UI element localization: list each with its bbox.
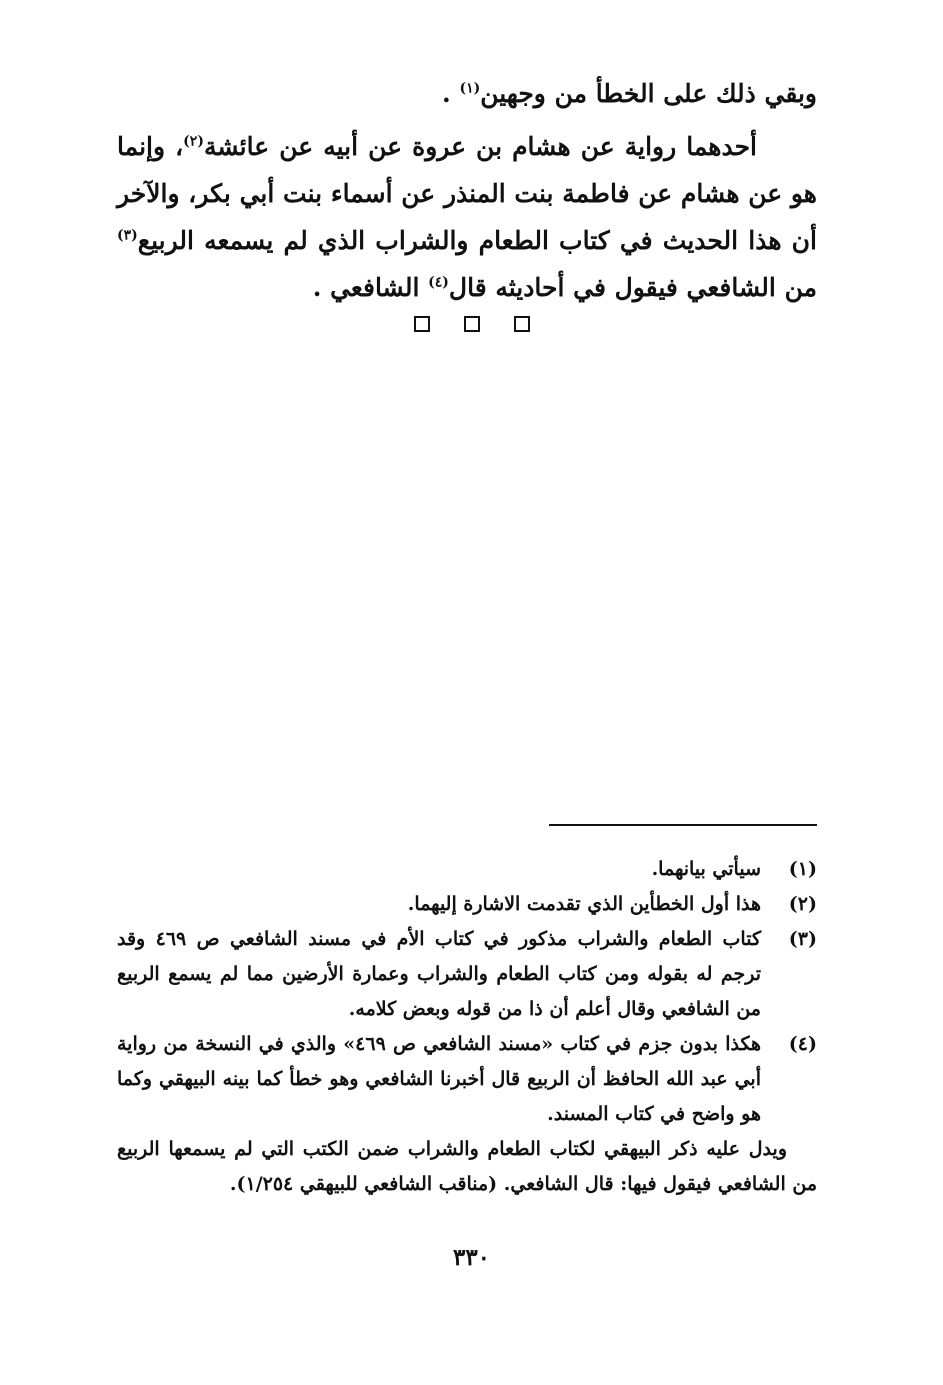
footnote-number: (٣): [788, 928, 817, 950]
footnote-2: [117, 887, 817, 922]
paragraph-2-part-a: أحدهما رواية عن هشام بن عروة عن أبيه عن عائشة: [203, 132, 757, 161]
footnote-separator: [549, 824, 817, 826]
paragraph-2-part-b: ، وإنما هو عن هشام عن فاطمة بنت المنذر عن أسماء بنت أبي بكر، والآخر أن هذا الحديث في كتاب الطعام والشراب الذي لم يسمعه الربيع: [117, 132, 817, 255]
footnote-ref-1: (١): [459, 80, 481, 97]
paragraph-1-text: وبقي ذلك على الخطأ من وجهين: [480, 79, 817, 108]
square-ornament-icon: [514, 316, 530, 332]
paragraph-1-end: .: [442, 79, 460, 108]
main-text: [117, 70, 817, 311]
footnote-1: [117, 852, 817, 887]
paragraph-2: [117, 123, 817, 311]
paragraph-2-part-c: من الشافعي فيقول في أحاديثه قال: [448, 273, 817, 302]
footnote-text: سيأتي بيانهما.: [651, 858, 761, 880]
footnote-number: (١): [788, 858, 817, 880]
footnote-ref-4: (٤): [428, 274, 449, 291]
page-number: ٣٣٠: [452, 1244, 491, 1271]
footnote-text: كتاب الطعام والشراب مذكور في كتاب الأم في مسند الشافعي ص ٤٦٩ وقد ترجم له بقوله ومن كتاب الطعام والشراب وعمارة الأرضين مما لم يسمع الربيع من الشافعي وقال أعلم أن ذا من قوله وبعض كلامه.: [117, 928, 761, 1020]
footnote-continuation: ويدل عليه ذكر البيهقي لكتاب الطعام والشراب ضمن الكتب التي لم يسمعها الربيع من الشافعي فيقول فيها: قال الشافعي. (مناقب الشافعي للبيهقي ١/٢٥٤).: [117, 1138, 817, 1195]
paragraph-2-part-d: الشافعي .: [312, 273, 429, 302]
section-divider: [0, 316, 943, 336]
footnote-text: هذا أول الخطأين الذي تقدمت الاشارة إليهما.: [407, 893, 761, 915]
footnote-ref-3: (٣): [117, 227, 138, 244]
square-ornament-icon: [464, 316, 480, 332]
footnote-ref-2: (٢): [183, 133, 204, 150]
footnote-number: (٢): [788, 893, 817, 915]
square-ornament-icon: [414, 316, 430, 332]
footnotes: [117, 852, 817, 1202]
paragraph-1: [117, 70, 817, 117]
footnote-text: هكذا بدون جزم في كتاب «مسند الشافعي ص ٤٦٩» والذي في النسخة من رواية أبي عبد الله الحافظ أن الربيع قال أخبرنا الشافعي وهو خطأ كما بينه البيهقي وكما هو واضح في كتاب المسند.: [117, 1033, 761, 1125]
footnote-number: (٤): [788, 1033, 817, 1055]
footnote-4: [117, 1027, 817, 1132]
footnote-3: [117, 922, 817, 1027]
